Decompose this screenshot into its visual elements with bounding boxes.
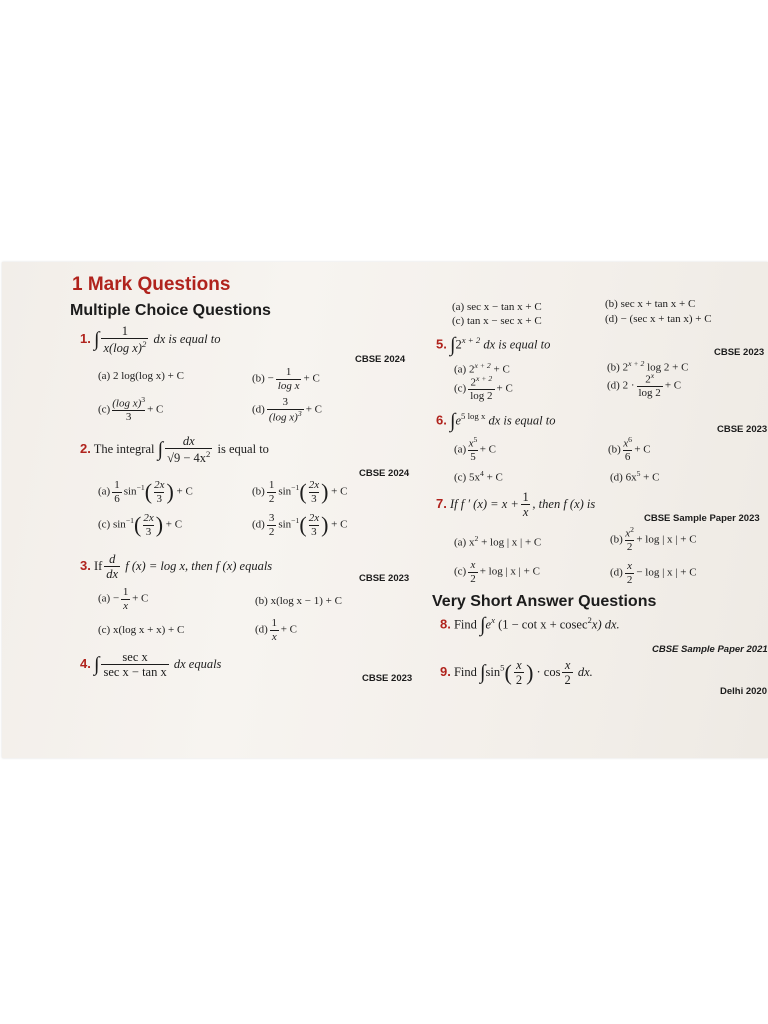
q3-text: f (x) = log x, then f (x) equals xyxy=(125,558,273,573)
integral-sign: ∫ xyxy=(93,328,100,351)
q2-tail: + C xyxy=(176,485,193,498)
q5-c-tail: + C xyxy=(496,382,513,395)
q6-a-den: 5 xyxy=(470,451,476,464)
q6-b-den: 6 xyxy=(624,451,631,464)
q3-a-num: 1 xyxy=(122,586,129,598)
q4-option-d: (d) − (sec x + tan x) + C xyxy=(605,313,712,325)
q8-source: CBSE Sample Paper 2021 xyxy=(652,644,768,655)
q1-num: 1 xyxy=(121,324,129,338)
arg-num: 2x xyxy=(154,479,165,491)
q4-text: dx equals xyxy=(173,656,222,671)
q3-d-num: 1 xyxy=(271,617,278,629)
q4-option-b: (b) sec x + tan x + C xyxy=(605,298,696,310)
integral-sign: ∫ xyxy=(157,438,164,461)
q5-b-pow: x + 2 xyxy=(628,359,645,368)
inv-power: −1 xyxy=(136,483,145,493)
q7-b-pow: 2 xyxy=(630,525,634,534)
arg-num: 2x xyxy=(143,512,154,524)
q5-a-label: (a) 2 xyxy=(454,363,475,376)
q2-den-pow: 2 xyxy=(206,449,211,460)
q2-a-num: 1 xyxy=(114,479,120,491)
q1-c-label: (c) xyxy=(98,403,111,416)
q6-a-tail: + C xyxy=(479,443,497,456)
q6-a-pow: 5 xyxy=(473,435,478,444)
q8-pow: x xyxy=(491,615,495,626)
q3-option-d xyxy=(255,617,297,643)
q7-source: CBSE Sample Paper 2023 xyxy=(644,513,760,524)
q8-lead: Find xyxy=(453,617,477,632)
q3-option-a xyxy=(98,586,148,612)
q3-a-den: x xyxy=(123,599,129,612)
q6-base: e xyxy=(455,413,462,428)
q1-b-den: log x xyxy=(277,379,300,392)
q7-c-label: (c) xyxy=(454,565,467,578)
q6-option-c xyxy=(454,469,503,484)
q4-option-a: (a) sec x − tan x + C xyxy=(452,301,542,313)
q7-option-b xyxy=(610,526,697,554)
q1-option-c xyxy=(98,396,163,424)
q5-d-label: (d) 2 · xyxy=(607,379,635,392)
q6-a-label: (a) xyxy=(454,443,467,456)
q8-end: x) dx. xyxy=(591,617,620,632)
q1-integrand xyxy=(101,324,148,356)
q1-option-a: (a) 2 log(log x) + C xyxy=(98,370,184,382)
q3-d-num: d xyxy=(109,552,116,566)
q5-base: 2 xyxy=(455,337,462,352)
q7-b-tail: + log | x | + C xyxy=(636,533,697,546)
q8-body: (1 − cot x + cosec xyxy=(498,617,588,632)
q7-b-num: x xyxy=(625,527,631,540)
q6-d-tail: + C xyxy=(643,471,660,484)
q6-c-label: (c) 5x xyxy=(454,471,480,484)
q4-source: CBSE 2023 xyxy=(362,673,413,684)
q1-b-num: 1 xyxy=(285,366,292,378)
q1-c-tail: + C xyxy=(147,403,164,416)
arg-den: 3 xyxy=(154,492,164,506)
inv-power: −1 xyxy=(291,483,300,493)
q3-a-label: (a) − xyxy=(98,592,120,605)
q7-c-num: x xyxy=(470,559,476,571)
question-8 xyxy=(440,614,620,637)
q6-b-label: (b) xyxy=(608,443,621,456)
q5-c-den: log 2 xyxy=(470,390,493,403)
question-2 xyxy=(80,434,269,466)
q2-option-d: (d) $\frac{3}{2}$ $\sin^{-1}$( $\frac{2x}{3}$ ) + C xyxy=(252,512,348,538)
q2-option-b: (b) $\frac{1}{2}$ $\sin^{-1}$( $\frac{2x}{3}$ ) + C xyxy=(252,479,348,505)
q3-d-den: x xyxy=(271,630,277,643)
q2-text: is equal to xyxy=(217,441,269,456)
q6-b-pow: 6 xyxy=(628,435,632,444)
q5-c-pow: x + 2 xyxy=(475,374,493,383)
q2-d-den: 2 xyxy=(268,525,275,538)
q7-f-den: x xyxy=(522,505,529,520)
q8-sq: 2 xyxy=(587,615,592,626)
q1-d-pow: 3 xyxy=(297,408,302,418)
q5-d-den: log 2 xyxy=(638,387,661,400)
sin-label: sin xyxy=(278,518,292,531)
q5-d-pow: x xyxy=(650,371,655,380)
question-9: 9. Find $\int\sin^5$( $\frac{x}{2}$ ) · cos $\frac{x}{2}$ dx. xyxy=(440,658,593,688)
q2-b-den: 2 xyxy=(268,492,275,505)
q2-option-a: (a) $\frac{1}{6}$ $\sin^{-1}$( $\frac{2x}{3}$ ) + C xyxy=(98,479,193,505)
sin-label: sin xyxy=(112,518,126,531)
q9-mid: · cos xyxy=(536,664,561,679)
q7-d-label: (d) xyxy=(610,566,623,579)
question-3 xyxy=(80,552,272,582)
arg-den: 3 xyxy=(143,525,153,539)
q7-b-den: 2 xyxy=(626,541,633,554)
q5-option-c xyxy=(454,375,513,403)
q1-d-label: (d) xyxy=(252,403,265,416)
q1-source: CBSE 2024 xyxy=(355,354,406,365)
q1-c-den: 3 xyxy=(112,410,145,424)
q5-d-tail: + C xyxy=(664,379,682,392)
q2-tail: + C xyxy=(331,485,348,498)
q1-d-tail: + C xyxy=(305,403,322,416)
q7-a-label: (a) x xyxy=(454,536,475,549)
q6-option-b xyxy=(608,436,651,464)
q1-b-label: (b) − xyxy=(252,372,274,385)
q1-b-tail: + C xyxy=(303,372,320,385)
q2-den: √9 − 4x xyxy=(167,451,207,466)
q2-option-c: (c) $\sin^{-1}$( $\frac{2x}{3}$ ) + C xyxy=(98,512,183,538)
inv-power: −1 xyxy=(291,516,300,526)
question-6 xyxy=(436,410,555,433)
q9-arg-den: 2 xyxy=(515,673,523,688)
q2-d-num: 3 xyxy=(268,512,275,524)
q2-lead: The integral xyxy=(93,441,155,456)
q2-tail: + C xyxy=(331,518,348,531)
q3-a-tail: + C xyxy=(132,592,149,605)
q5-a-tail: + C xyxy=(493,363,510,376)
q2-num: dx xyxy=(182,434,195,448)
q6-b-num: x xyxy=(623,437,629,450)
q3-d-label: (d) xyxy=(255,623,268,636)
q6-source: CBSE 2023 xyxy=(717,424,768,435)
q1-c-pow: 3 xyxy=(141,395,146,404)
q5-b-label: (b) 2 xyxy=(607,361,629,374)
q4-den: sec x − tan x xyxy=(103,665,167,680)
q2-b-label: (b) xyxy=(252,485,265,498)
q5-a-pow: x + 2 xyxy=(474,361,491,370)
integral-sign: ∫ xyxy=(449,410,456,432)
q2-c-label: (c) xyxy=(98,518,111,531)
integral-sign: ∫ xyxy=(480,661,486,684)
q5-text: dx is equal to xyxy=(483,337,551,352)
q5-source: CBSE 2023 xyxy=(714,347,765,358)
q6-c-tail: + C xyxy=(486,471,503,484)
q8-number: 8. xyxy=(440,616,451,632)
q7-lead: If f ′ (x) = x + xyxy=(449,496,519,511)
q9-sin: sin xyxy=(485,664,501,679)
q2-a-den: 6 xyxy=(114,492,120,505)
vsa-heading: Very Short Answer Questions xyxy=(432,593,657,610)
sin-label: sin xyxy=(278,485,292,498)
mcq-heading: Multiple Choice Questions xyxy=(70,302,271,319)
inv-power: −1 xyxy=(125,516,134,526)
arg-den: 3 xyxy=(309,525,319,539)
q9-lead: Find xyxy=(453,664,477,679)
q2-a-label: (a) xyxy=(98,485,111,498)
q6-option-d xyxy=(610,469,659,484)
q5-power: x + 2 xyxy=(461,335,481,346)
q2-d-label: (d) xyxy=(252,518,265,531)
q5-d-num: 2 xyxy=(645,373,651,386)
q7-a-tail: + log | x | + C xyxy=(481,536,542,549)
q7-f-num: 1 xyxy=(522,490,529,504)
q6-a-num: x xyxy=(468,437,474,450)
arg-num: 2x xyxy=(308,512,320,524)
q9-c-den: 2 xyxy=(564,673,571,688)
q1-option-b xyxy=(252,366,320,392)
q1-option-d xyxy=(252,396,322,424)
section-heading: 1 Mark Questions xyxy=(72,274,231,295)
question-5 xyxy=(436,334,550,357)
q2-number: 2. xyxy=(80,440,91,456)
q7-d-den: 2 xyxy=(626,573,633,586)
q9-c-num: x xyxy=(564,658,571,672)
q6-option-a xyxy=(454,436,496,464)
textbook-page xyxy=(2,262,768,758)
q9-number: 9. xyxy=(440,663,451,679)
q5-number: 5. xyxy=(436,336,447,352)
q6-d-label: (d) 6x xyxy=(610,471,637,484)
q3-number: 3. xyxy=(80,557,91,573)
q7-a-pow: 2 xyxy=(474,534,479,543)
q4-number: 4. xyxy=(80,655,91,671)
arg-den: 3 xyxy=(309,492,319,506)
q5-c-label: (c) xyxy=(454,382,467,395)
question-1 xyxy=(80,324,221,356)
q6-b-tail: + C xyxy=(634,443,651,456)
q7-d-num: x xyxy=(627,560,633,572)
q2-b-num: 1 xyxy=(268,479,275,491)
q9-sin-pow: 5 xyxy=(500,662,505,673)
q1-number: 1. xyxy=(80,330,91,346)
q8-base: e xyxy=(485,617,492,632)
q6-power: 5 log x xyxy=(461,411,486,422)
q1-d-num: 3 xyxy=(282,396,288,408)
q6-number: 6. xyxy=(436,412,447,428)
q9-end: dx. xyxy=(577,664,593,679)
q7-c-tail: + log | x | + C xyxy=(479,565,540,578)
q3-option-c: (c) x(log x + x) + C xyxy=(98,624,185,636)
q4-num: sec x xyxy=(122,650,148,664)
q9-arg-num: x xyxy=(516,658,522,672)
q9-source: Delhi 2020 xyxy=(720,686,767,697)
q7-option-c xyxy=(454,559,540,585)
q1-text: dx is equal to xyxy=(153,331,221,346)
q5-b-tail: log 2 + C xyxy=(647,361,689,374)
question-7 xyxy=(436,490,595,520)
q6-c-pow: 4 xyxy=(479,469,484,478)
integral-sign: ∫ xyxy=(449,334,456,356)
q5-c-num: 2 xyxy=(470,376,476,389)
q3-option-b: (b) x(log x − 1) + C xyxy=(255,595,342,607)
q6-text: dx is equal to xyxy=(488,413,556,428)
q2-source: CBSE 2024 xyxy=(359,468,410,479)
q7-number: 7. xyxy=(436,495,447,511)
q3-source: CBSE 2023 xyxy=(359,573,410,584)
integral-sign: ∫ xyxy=(93,653,100,676)
q1-den: x(log x) xyxy=(103,341,142,356)
q3-d-tail: + C xyxy=(280,623,298,636)
q7-option-a xyxy=(454,534,541,549)
arg-num: 2x xyxy=(308,479,320,491)
q7-option-d xyxy=(610,560,697,586)
q7-b-label: (b) xyxy=(610,533,623,546)
q4-option-c: (c) tan x − sec x + C xyxy=(452,315,542,327)
q1-d-den: (log x) xyxy=(268,411,298,424)
integral-sign: ∫ xyxy=(480,614,486,636)
q7-c-den: 2 xyxy=(470,572,476,585)
q3-lead: If xyxy=(93,558,103,573)
sin-label: sin xyxy=(123,485,137,498)
q7-text: , then f (x) is xyxy=(532,496,596,511)
q2-tail: + C xyxy=(165,518,183,531)
q6-d-pow: 5 xyxy=(636,469,641,478)
q5-option-d xyxy=(607,372,681,400)
q7-d-tail: − log | x | + C xyxy=(636,566,697,579)
q1-c-num: (log x) xyxy=(112,397,142,410)
q1-den-pow: 2 xyxy=(141,339,147,350)
q3-d-den: dx xyxy=(106,567,119,582)
question-4 xyxy=(80,650,221,680)
